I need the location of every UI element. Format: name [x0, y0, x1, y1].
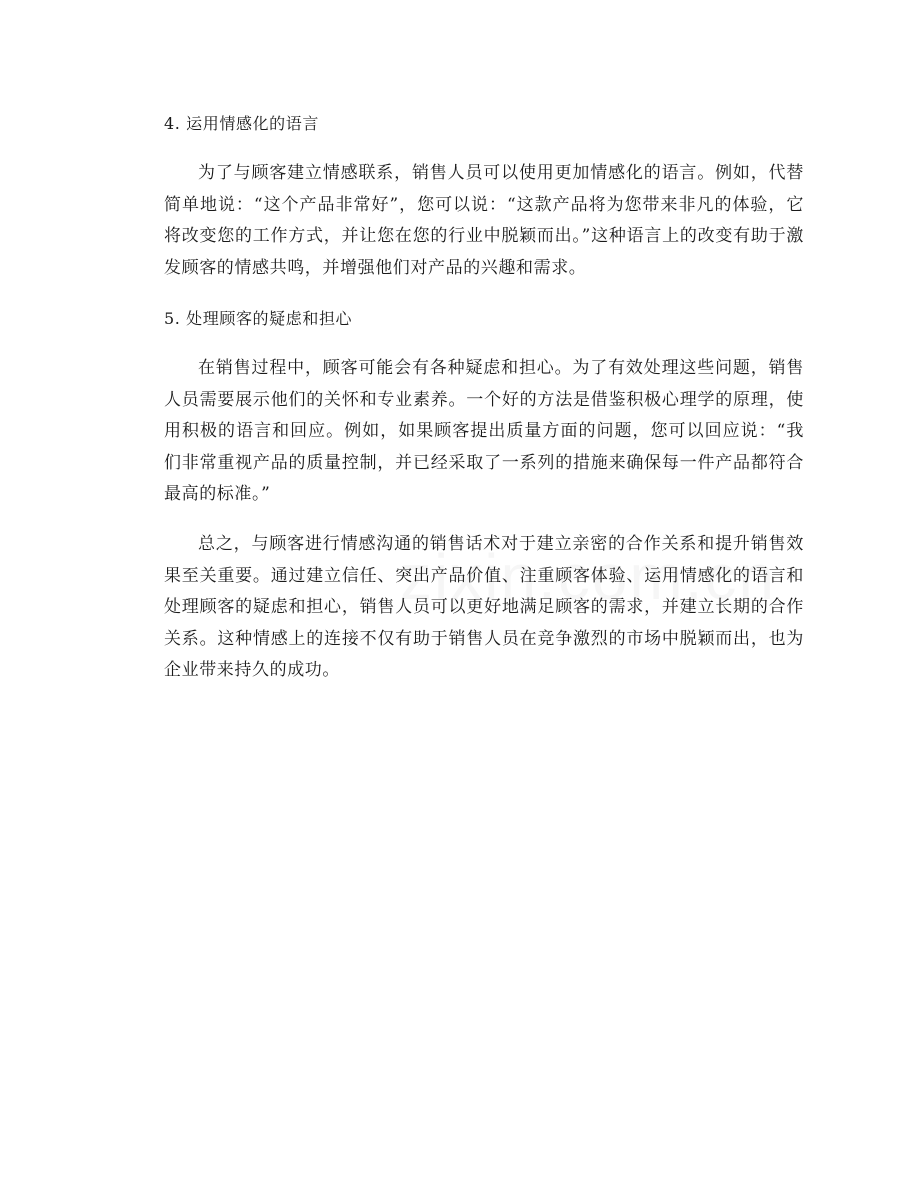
section-heading-4: 4. 运用情感化的语言 — [164, 114, 319, 133]
section-paragraph-5: 在销售过程中，顾客可能会有各种疑虑和担心。为了有效处理这些问题，销售人员需要展示他们的关怀和专业素养。一个好的方法是借鉴积极心理学的原理，使用积极的语言和回应。例如，如果顾客提出质量方面的问题，您可以回应说：“我们非常重视产品的质量控制，并已经采取了一系列的措施来确保每一件产品都符合最高的标准。” — [164, 358, 804, 505]
conclusion-paragraph: 总之，与顾客进行情感沟通的销售话术对于建立亲密的合作关系和提升销售效果至关重要。通过建立信任、突出产品价值、注重顾客体验、运用情感化的语言和处理顾客的疑虑和担心，销售人员可以更好地满足顾客的需求，并建立长期的合作关系。这种情感上的连接不仅有助于销售人员在竞争激烈的市场中脱颖而出，也为企业带来持久的成功。 — [164, 534, 804, 681]
section-paragraph-4: 为了与顾客建立情感联系，销售人员可以使用更加情感化的语言。例如，代替简单地说：“这个产品非常好”，您可以说：“这款产品将为您带来非凡的体验，它将改变您的工作方式，并让您在您的行业中脱颖而出。”这种语言上的改变有助于激发顾客的情感共鸣，并增强他们对产品的兴趣和需求。 — [164, 163, 804, 278]
section-heading-5: 5. 处理顾客的疑虑和担心 — [164, 309, 353, 329]
document-body — [164, 108, 804, 706]
